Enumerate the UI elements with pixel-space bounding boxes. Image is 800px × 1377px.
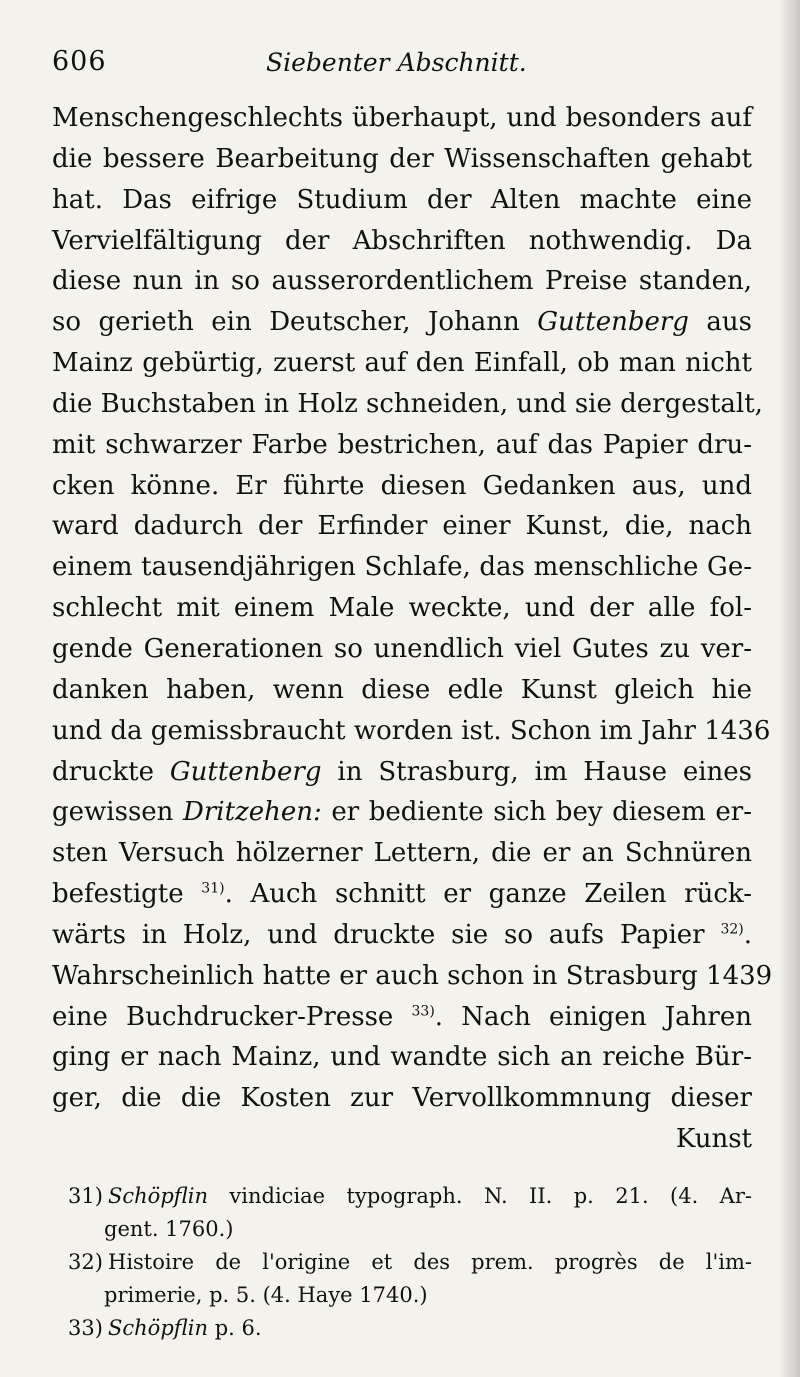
text-line: und da gemissbraucht worden ist. Schon im Jahr 1436 <box>52 715 771 746</box>
footnote-ref: 32) <box>720 921 744 938</box>
text-line: Vervielfältigung der Abschriften nothwendig. Da <box>52 225 752 256</box>
footnote-continuation: gent. 1760.) <box>104 1217 234 1241</box>
text-line: Menschengeschlechts überhaupt, und besonders auf <box>52 103 752 133</box>
text-line: Wahrscheinlich hatte er auch schon in Strasburg 1439 <box>52 960 773 991</box>
catchword: Kunst <box>675 1124 752 1155</box>
running-title: Siebenter Abschnitt. <box>266 48 527 77</box>
text-line: eine Buchdrucker-Presse $^{33)}$. Nach einigen Jahren <box>52 1001 752 1032</box>
text-line: Mainz gebürtig, zuerst auf den Einfall, ob man nicht <box>52 348 752 379</box>
footnote-number: 33) <box>68 1316 103 1340</box>
footnote: 31) Schöpflin vindiciae typograph. N. II. p. 21. (4. Ar- <box>68 1180 752 1213</box>
text-line: die Buchstaben in Holz schneiden, und sie dergestalt, <box>52 388 763 419</box>
text-line: sten Versuch hölzerner Lettern, die er an Schnüren <box>52 838 752 869</box>
text-line: ging er nach Mainz, und wandte sich an reiche Bür- <box>52 1042 752 1073</box>
italic-name: Dritzehen: <box>183 797 322 828</box>
footnote-continuation: primerie, p. 5. (4. Haye 1740.) <box>104 1283 428 1307</box>
text-line: druckte Guttenberg in Strasburg, im Hause eines <box>52 756 753 787</box>
text-line: so gerieth ein Deutscher, Johann Guttenberg aus <box>52 307 752 338</box>
text-line: befestigte $^{31)}$. Auch schnitt er ganze Zeilen rück- <box>52 879 752 910</box>
footnote-ref: 31) <box>201 880 225 897</box>
italic-name: Guttenberg <box>169 756 322 787</box>
text-line: cken könne. Er führte diesen Gedanken aus, und <box>52 470 752 501</box>
footnote-number: 32) <box>68 1250 103 1274</box>
text-line: ger, die die Kosten zur Vervollkommnung dieser <box>52 1083 752 1114</box>
text-line: die bessere Bearbeitung der Wissenschaften gehabt <box>52 143 752 174</box>
text-line: wärts in Holz, und druckte sie so aufs Papier $^{32)}$. <box>52 919 752 950</box>
footnote-ref: 33) <box>411 1002 435 1019</box>
text-line: hat. Das eifrige Studium der Alten machte eine <box>52 184 752 215</box>
footnote: 32) Histoire de l'origine et des prem. progrès de l'im- <box>68 1246 752 1279</box>
text-line: mit schwarzer Farbe bestrichen, auf das Papier dru- <box>52 429 752 460</box>
footnote: 33) Schöpflin p. 6. <box>68 1312 752 1345</box>
page-number: 606 <box>52 46 107 77</box>
text-line: ward dadurch der Erfinder einer Kunst, die, nach <box>52 511 752 542</box>
text-line: einem tausendjährigen Schlafe, das menschliche Ge- <box>52 552 752 583</box>
page-header <box>52 46 752 86</box>
italic-name: Guttenberg <box>537 307 689 338</box>
text-line: gende Generationen so unendlich viel Gutes zu ver- <box>52 633 752 664</box>
text-line: diese nun in so ausserordentlichem Preise standen, <box>52 266 752 297</box>
footnote-number: 31) <box>68 1184 103 1208</box>
footnotes <box>68 1180 752 1345</box>
text-line: gewissen Dritzehen: er bediente sich bey diesem er- <box>52 797 753 828</box>
text-line: danken haben, wenn diese edle Kunst gleich hie <box>52 674 752 705</box>
text-line: schlecht mit einem Male weckte, und der alle fol- <box>52 593 752 624</box>
page-edge-shadow <box>778 0 800 1377</box>
body-text <box>52 98 773 1160</box>
